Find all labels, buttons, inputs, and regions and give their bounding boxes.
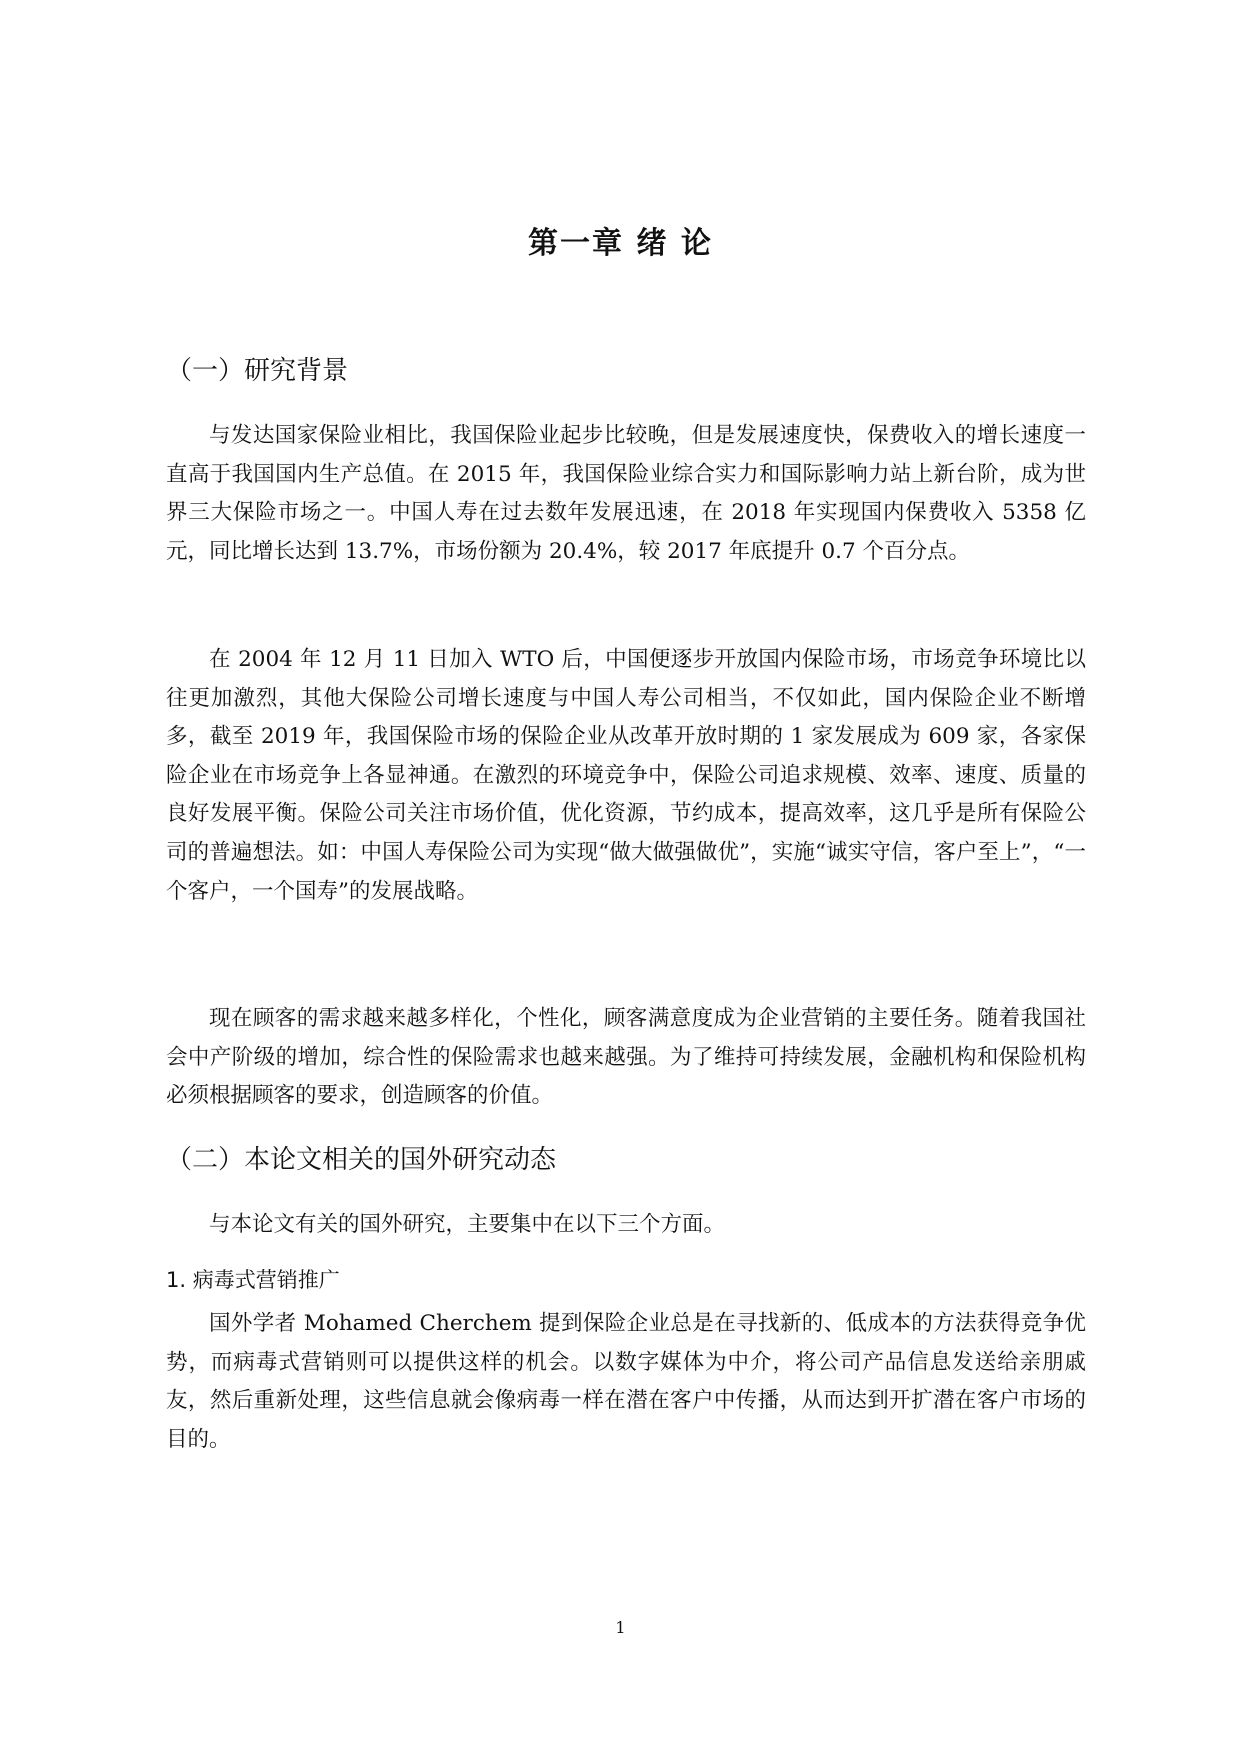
- section-heading-research-background: （一）研究背景: [166, 356, 349, 386]
- paragraph-background-1: 与发达国家保险业相比，我国保险业起步比较晚，但是发展速度快，保费收入的增长速度一直高于我国国内生产总值。在 2015 年，我国保险业综合实力和国际影响力站上新台阶，成为世界三大保险市场之一。中国人寿在过去数年发展迅速，在 2018 年实现国内保费收入 5358 亿元，同比增长达到 13.7%，市场份额为 20.4%，较 2017 年底提升 0.7 个百分点。: [166, 423, 1086, 564]
- paragraph-viral-marketing: 国外学者 Mohamed Cherchem 提到保险企业总是在寻找新的、低成本的方法获得竞争优势，而病毒式营销则可以提供这样的机会。以数字媒体为中介，将公司产品信息发送给亲朋戚友，然后重新处理，这些信息就会像病毒一样在潜在客户中传播，从而达到开扩潜在客户市场的目的。: [166, 1311, 1086, 1452]
- chapter-title: 第一章 绪 论: [528, 226, 713, 261]
- paragraph-background-3: 现在顾客的需求越来越多样化，个性化，顾客满意度成为企业营销的主要任务。随着我国社会中产阶级的增加，综合性的保险需求也越来越强。为了维持可持续发展，金融机构和保险机构必须根据顾客的要求，创造顾客的价值。: [166, 1006, 1086, 1109]
- paragraph-foreign-research-intro: 与本论文有关的国外研究，主要集中在以下三个方面。: [209, 1212, 726, 1237]
- paragraph-background-2: 在 2004 年 12 月 11 日加入 WTO 后，中国便逐步开放国内保险市场，市场竞争环境比以往更加激烈，其他大保险公司增长速度与中国人寿公司相当，不仅如此，国内保险企业不断增多，截至 2019 年，我国保险市场的保险企业从改革开放时期的 1 家发展成为 609 家，各家保险企业在市场竞争上各显神通。在激烈的环境竞争中，保险公司追求规模、效率、速度、质量的良好发展平衡。保险公司关注市场价值，优化资源，节约成本，提高效率，这几乎是所有保险公司的普遍想法。如：中国人寿保险公司为实现“做大做强做优”，实施“诚实守信，客户至上”，“一个客户，一个国寿”的发展战略。: [166, 647, 1086, 904]
- page-number: 1: [615, 1618, 626, 1637]
- subsection-heading-viral-marketing: 1. 病毒式营销推广: [166, 1268, 340, 1292]
- section-heading-foreign-research: （二）本论文相关的国外研究动态: [166, 1145, 557, 1175]
